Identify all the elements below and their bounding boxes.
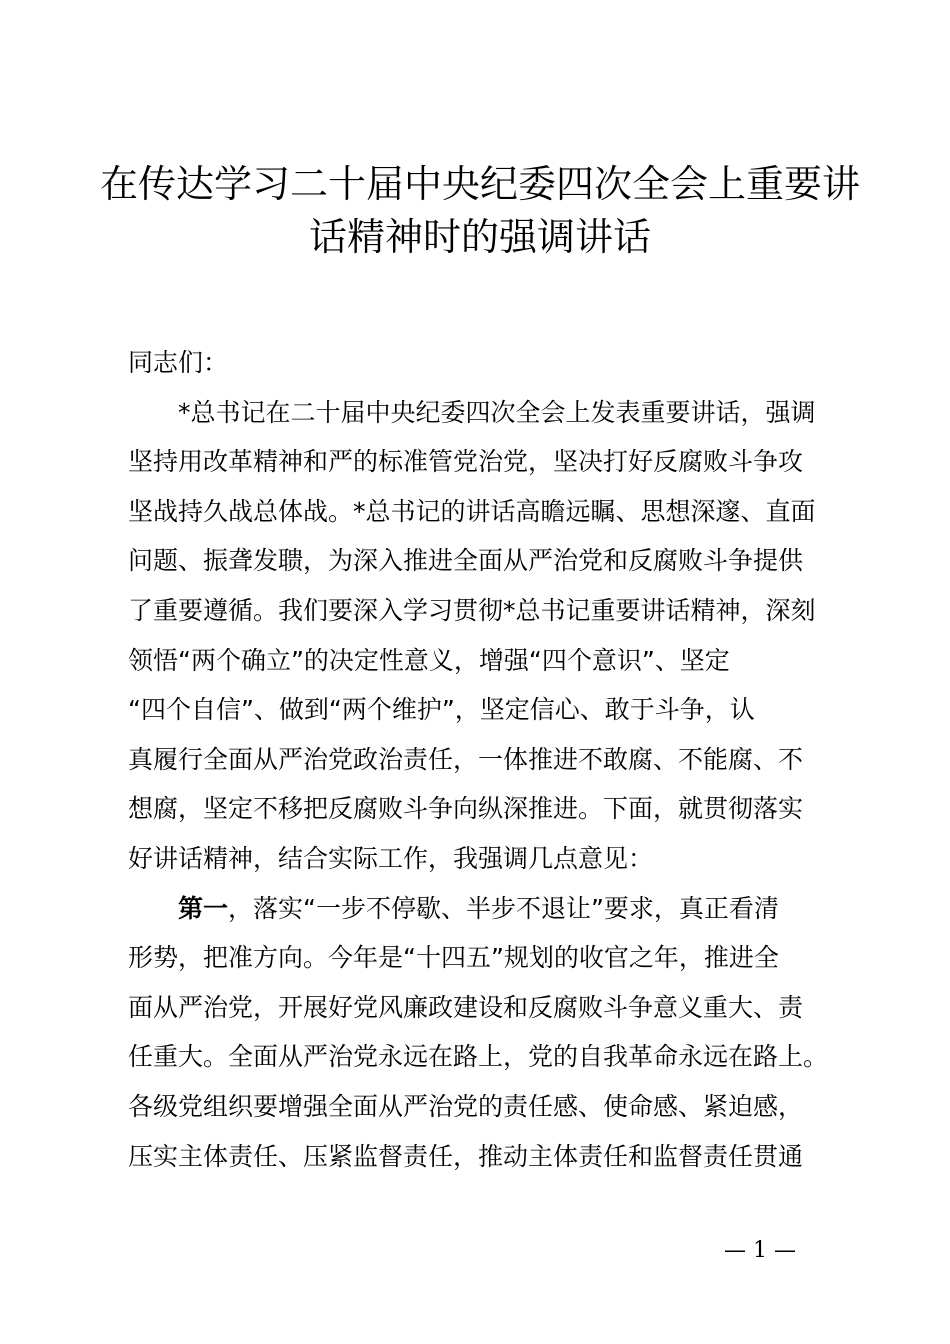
paragraph-line: 面从严治党，开展好党风廉政建设和反腐败斗争意义重大、责 bbox=[128, 992, 804, 1022]
paragraph-line: 坚战持久战总体战。*总书记的讲话高瞻远瞩、思想深邃、直面 bbox=[128, 496, 816, 526]
paragraph-line: *总书记在二十届中央纪委四次全会上发表重要讲话，强调 bbox=[178, 397, 816, 427]
point-lead: 第一 bbox=[178, 893, 229, 923]
paragraph-line bbox=[128, 884, 838, 934]
paragraph-line: 形势，把准方向。今年是“十四五”规划的收官之年，推进全 bbox=[128, 943, 779, 973]
paragraph-line: 领悟“两个确立”的决定性意义，增强“四个意识”、坚定 bbox=[128, 645, 730, 675]
paragraph-line: 压实主体责任、压紧监督责任，推动主体责任和监督责任贯通 bbox=[128, 1141, 804, 1171]
paragraph-line: 好讲话精神，结合实际工作，我强调几点意见： bbox=[128, 843, 654, 873]
paragraph-line: 真履行全面从严治党政治责任，一体推进不敢腐、不能腐、不 bbox=[128, 744, 804, 774]
point-lead-rest: ，落实“一步不停歇、半步不退让”要求，真正看清 bbox=[228, 893, 779, 923]
paragraph-line: 任重大。全面从严治党永远在路上，党的自我革命永远在路上。 bbox=[128, 1042, 829, 1072]
title-line-2: 话精神时的强调讲话 bbox=[308, 215, 651, 259]
page-number: — 1 — bbox=[724, 1238, 796, 1263]
paragraph-line: “四个自信”、做到“两个维护”，坚定信心、敢于斗争，认 bbox=[128, 695, 755, 725]
paragraph-line: 问题、振聋发聩，为深入推进全面从严治党和反腐败斗争提供 bbox=[128, 546, 804, 576]
salutation: 同志们： bbox=[128, 348, 229, 377]
paragraph-line: 坚持用改革精神和严的标准管党治党，坚决打好反腐败斗争攻 bbox=[128, 447, 804, 477]
paragraph-line: 各级党组织要增强全面从严治党的责任感、使命感、紧迫感， bbox=[128, 1091, 804, 1121]
paragraph-line: 了重要遵循。我们要深入学习贯彻*总书记重要讲话精神，深刻 bbox=[128, 595, 816, 625]
title-line-1: 在传达学习二十届中央纪委四次全会上重要讲 bbox=[100, 162, 861, 206]
paragraph-line: 想腐，坚定不移把反腐败斗争向纵深推进。下面，就贯彻落实 bbox=[128, 794, 804, 824]
document-body bbox=[128, 338, 838, 1181]
document-title bbox=[100, 158, 860, 264]
